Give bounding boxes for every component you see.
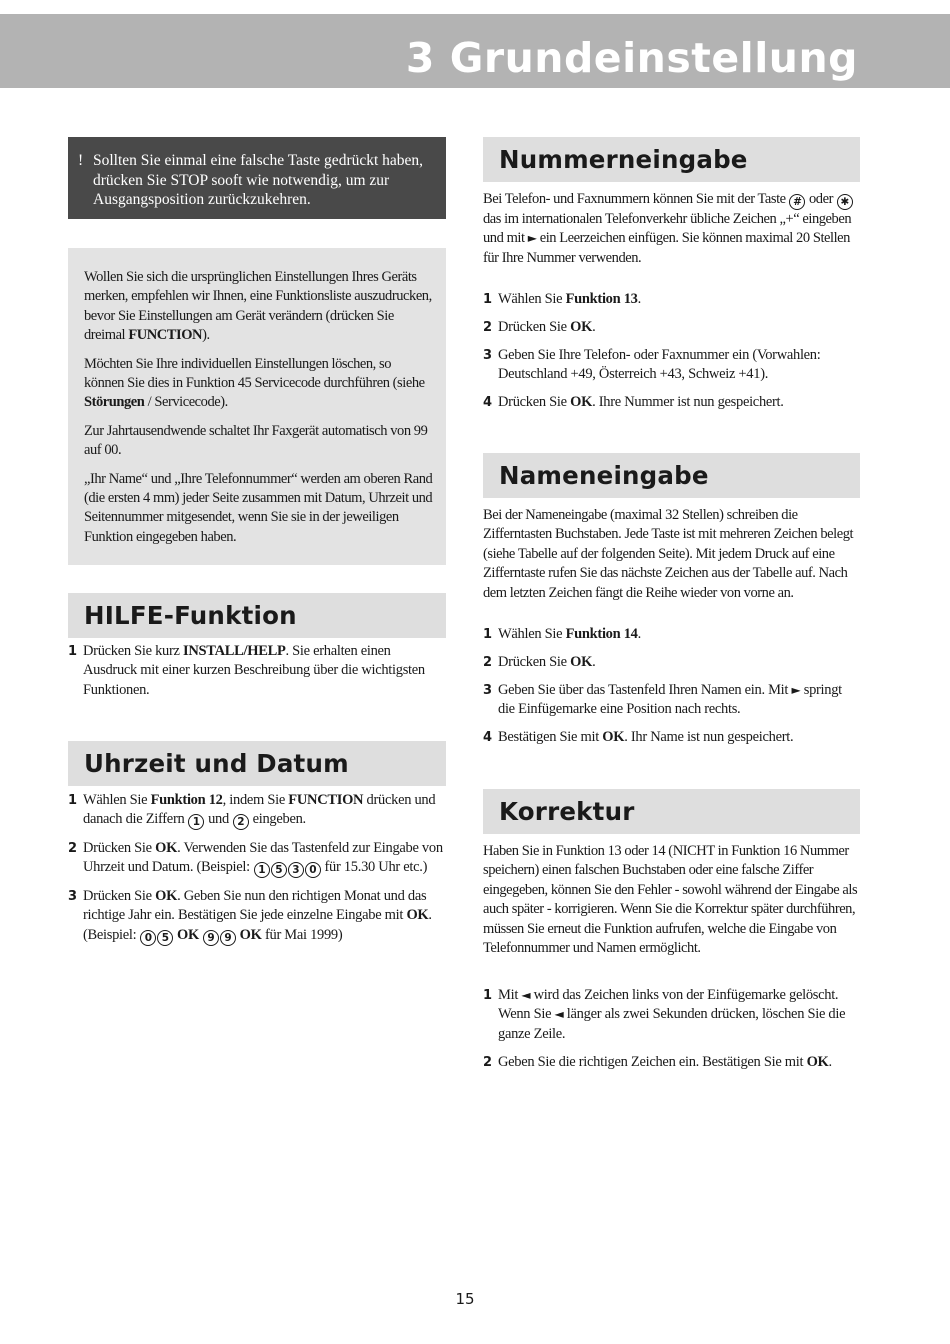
nummer-intro: Bei Telefon- und Faxnummern können Sie mit der Taste # oder ✱ das im internationalen Telefonverkehr übliche Zeichen „+“ eingeben und mit ► ein Leerzeichen einfügen. Sie können maximal 20 Stellen für Ihre Nummer verwenden. [483,191,852,266]
key-3-icon: 3 [288,862,304,878]
banner-divider [0,88,950,90]
step-item: 1 Wählen Sie Funktion 14. [483,626,641,642]
key-1-icon: 1 [188,814,204,830]
info-paragraph: Zur Jahrtausendwende schaltet Ihr Faxgerät automatisch von 99 auf 00. [84,422,428,459]
hilfe-steps [68,642,446,709]
namen-intro: Bei der Nameneingabe (maximal 32 Stellen) schreiben die Zifferntasten Buchstaben. Jede Taste ist mit mehreren Zeichen belegt (siehe Tabelle auf der folgenden Seite). Mit jedem Druck auf eine Zifferntaste rufen Sie das nächste Zeichen aus der Tabelle auf. Nach dem letzten Zeichen fängt die Reihe wieder von vorne an. [483,507,854,601]
step-item: 1 Wählen Sie Funktion 12, indem Sie FUNCTION drücken und danach die Ziffern 1 und 2 eingeben. [68,792,436,829]
right-arrow-icon: ► [791,682,801,697]
key-1-icon: 1 [254,862,270,878]
chapter-banner [0,14,950,88]
section-title-korrektur: Korrektur [483,789,860,834]
info-paragraph: Wollen Sie sich die ursprünglichen Einstellungen Ihres Geräts merken, empfehlen wir Ihnen, eine Funktionsliste auszudrucken, bevor Sie Einstellungen am Gerät verändern (drücken Sie dreimal FUNCTION). [84,269,432,344]
korrektur-intro: Haben Sie in Funktion 13 oder 14 (NICHT in Funktion 16 Nummer speichern) einen falschen Buchstaben oder eine falsche Ziffer eingegeben, können Sie den Fehler - sowohl während der Eingabe als auch später - korrigieren. Wenn Sie die Korrektur später durchführen, müssen Sie erneut die Funktion aufrufen, welche die Eingabe von Telefonnummer und Namen ermöglicht. [483,843,858,957]
section-title-uhrzeit: Uhrzeit und Datum [68,741,446,786]
key-5-icon: 5 [271,862,287,878]
info-paragraph: Möchten Sie Ihre individuellen Einstellungen löschen, so können Sie dies in Funktion 45 Servicecode durchführen (siehe Störungen / Servicecode). [84,355,425,411]
left-arrow-icon: ◄ [521,988,531,1002]
key-9-icon: 9 [220,930,236,946]
step-item: 3 Geben Sie über das Tastenfeld Ihren Namen ein. Mit ► springt die Einfügemarke eine Position nach rechts. [483,681,842,718]
warning-box [68,137,446,219]
right-arrow-icon: ► [527,231,537,246]
left-arrow-icon: ◄ [554,1007,564,1022]
info-box [68,248,446,565]
step-item: 1 Drücken Sie kurz INSTALL/HELP. Sie erhalten einen Ausdruck mit einer kurzen Beschreibung über die wichtigsten Funktionen. [68,643,425,698]
section-title-nummer: Nummerneingabe [483,137,860,182]
key-5-icon: 5 [157,930,173,946]
hash-key-icon: # [789,194,805,210]
page-number: 15 [455,1290,475,1308]
step-item: 3 Geben Sie Ihre Telefon- oder Faxnummer ein (Vorwahlen: Deutschland +49, Österreich +43, Schweiz +41). [483,346,821,383]
step-item: 2 Drücken Sie OK. [483,653,596,670]
step-item: 1 Wählen Sie Funktion 13. [483,291,641,307]
section-title-namen: Nameneingabe [483,453,860,498]
warning-text: Sollten Sie einmal eine falsche Taste gedrückt haben, drücken Sie STOP sooft wie notwendig, um zur Ausgangsposition zurückzukehren. [93,152,424,208]
warning-icon: ! [78,152,84,169]
uhrzeit-steps [68,791,446,954]
step-item: 1 Mit ◄ wird das Zeichen links von der Einfügemarke gelöscht. Wenn Sie ◄ länger als zwei Sekunden drücken, löschen Sie die ganze Zeile. [483,987,846,1042]
nummer-steps [483,290,860,421]
key-0-icon: 0 [305,862,321,878]
info-paragraph: „Ihr Name“ und „Ihre Telefonnummer“ werden am oberen Rand (die ersten 4 mm) jeder Seite zusammen mit Datum, Uhrzeit und Seitennummer mitgesendet, wenn Sie sie in der jeweiligen Funktion eingegeben haben. [84,470,433,545]
star-key-icon: ✱ [837,194,853,210]
step-item: 3 Drücken Sie OK. Geben Sie nun den richtigen Monat und das richtige Jahr ein. Bestätigen Sie jede einzelne Eingabe mit OK. (Beispiel: 0 5 OK 9 9 OK für Mai 1999) [68,887,432,944]
korrektur-steps [483,986,860,1081]
key-0-icon: 0 [140,930,156,946]
namen-steps [483,625,860,756]
step-item: 2 Drücken Sie OK. Verwenden Sie das Tastenfeld zur Eingabe von Uhrzeit und Datum. (Beispiel: 1 5 3 0 für 15.30 Uhr etc.) [68,839,443,877]
section-title-hilfe: HILFE-Funktion [68,593,446,638]
key-9-icon: 9 [203,930,219,946]
step-item: 4 Drücken Sie OK. Ihre Nummer ist nun gespeichert. [483,394,784,411]
key-2-icon: 2 [233,814,249,830]
page-title: 3 Grundeinstellung [405,34,858,82]
step-item: 2 Drücken Sie OK. [483,318,596,335]
step-item: 4 Bestätigen Sie mit OK. Ihr Name ist nun gespeichert. [483,729,794,746]
step-item: 2 Geben Sie die richtigen Zeichen ein. Bestätigen Sie mit OK. [483,1053,832,1070]
